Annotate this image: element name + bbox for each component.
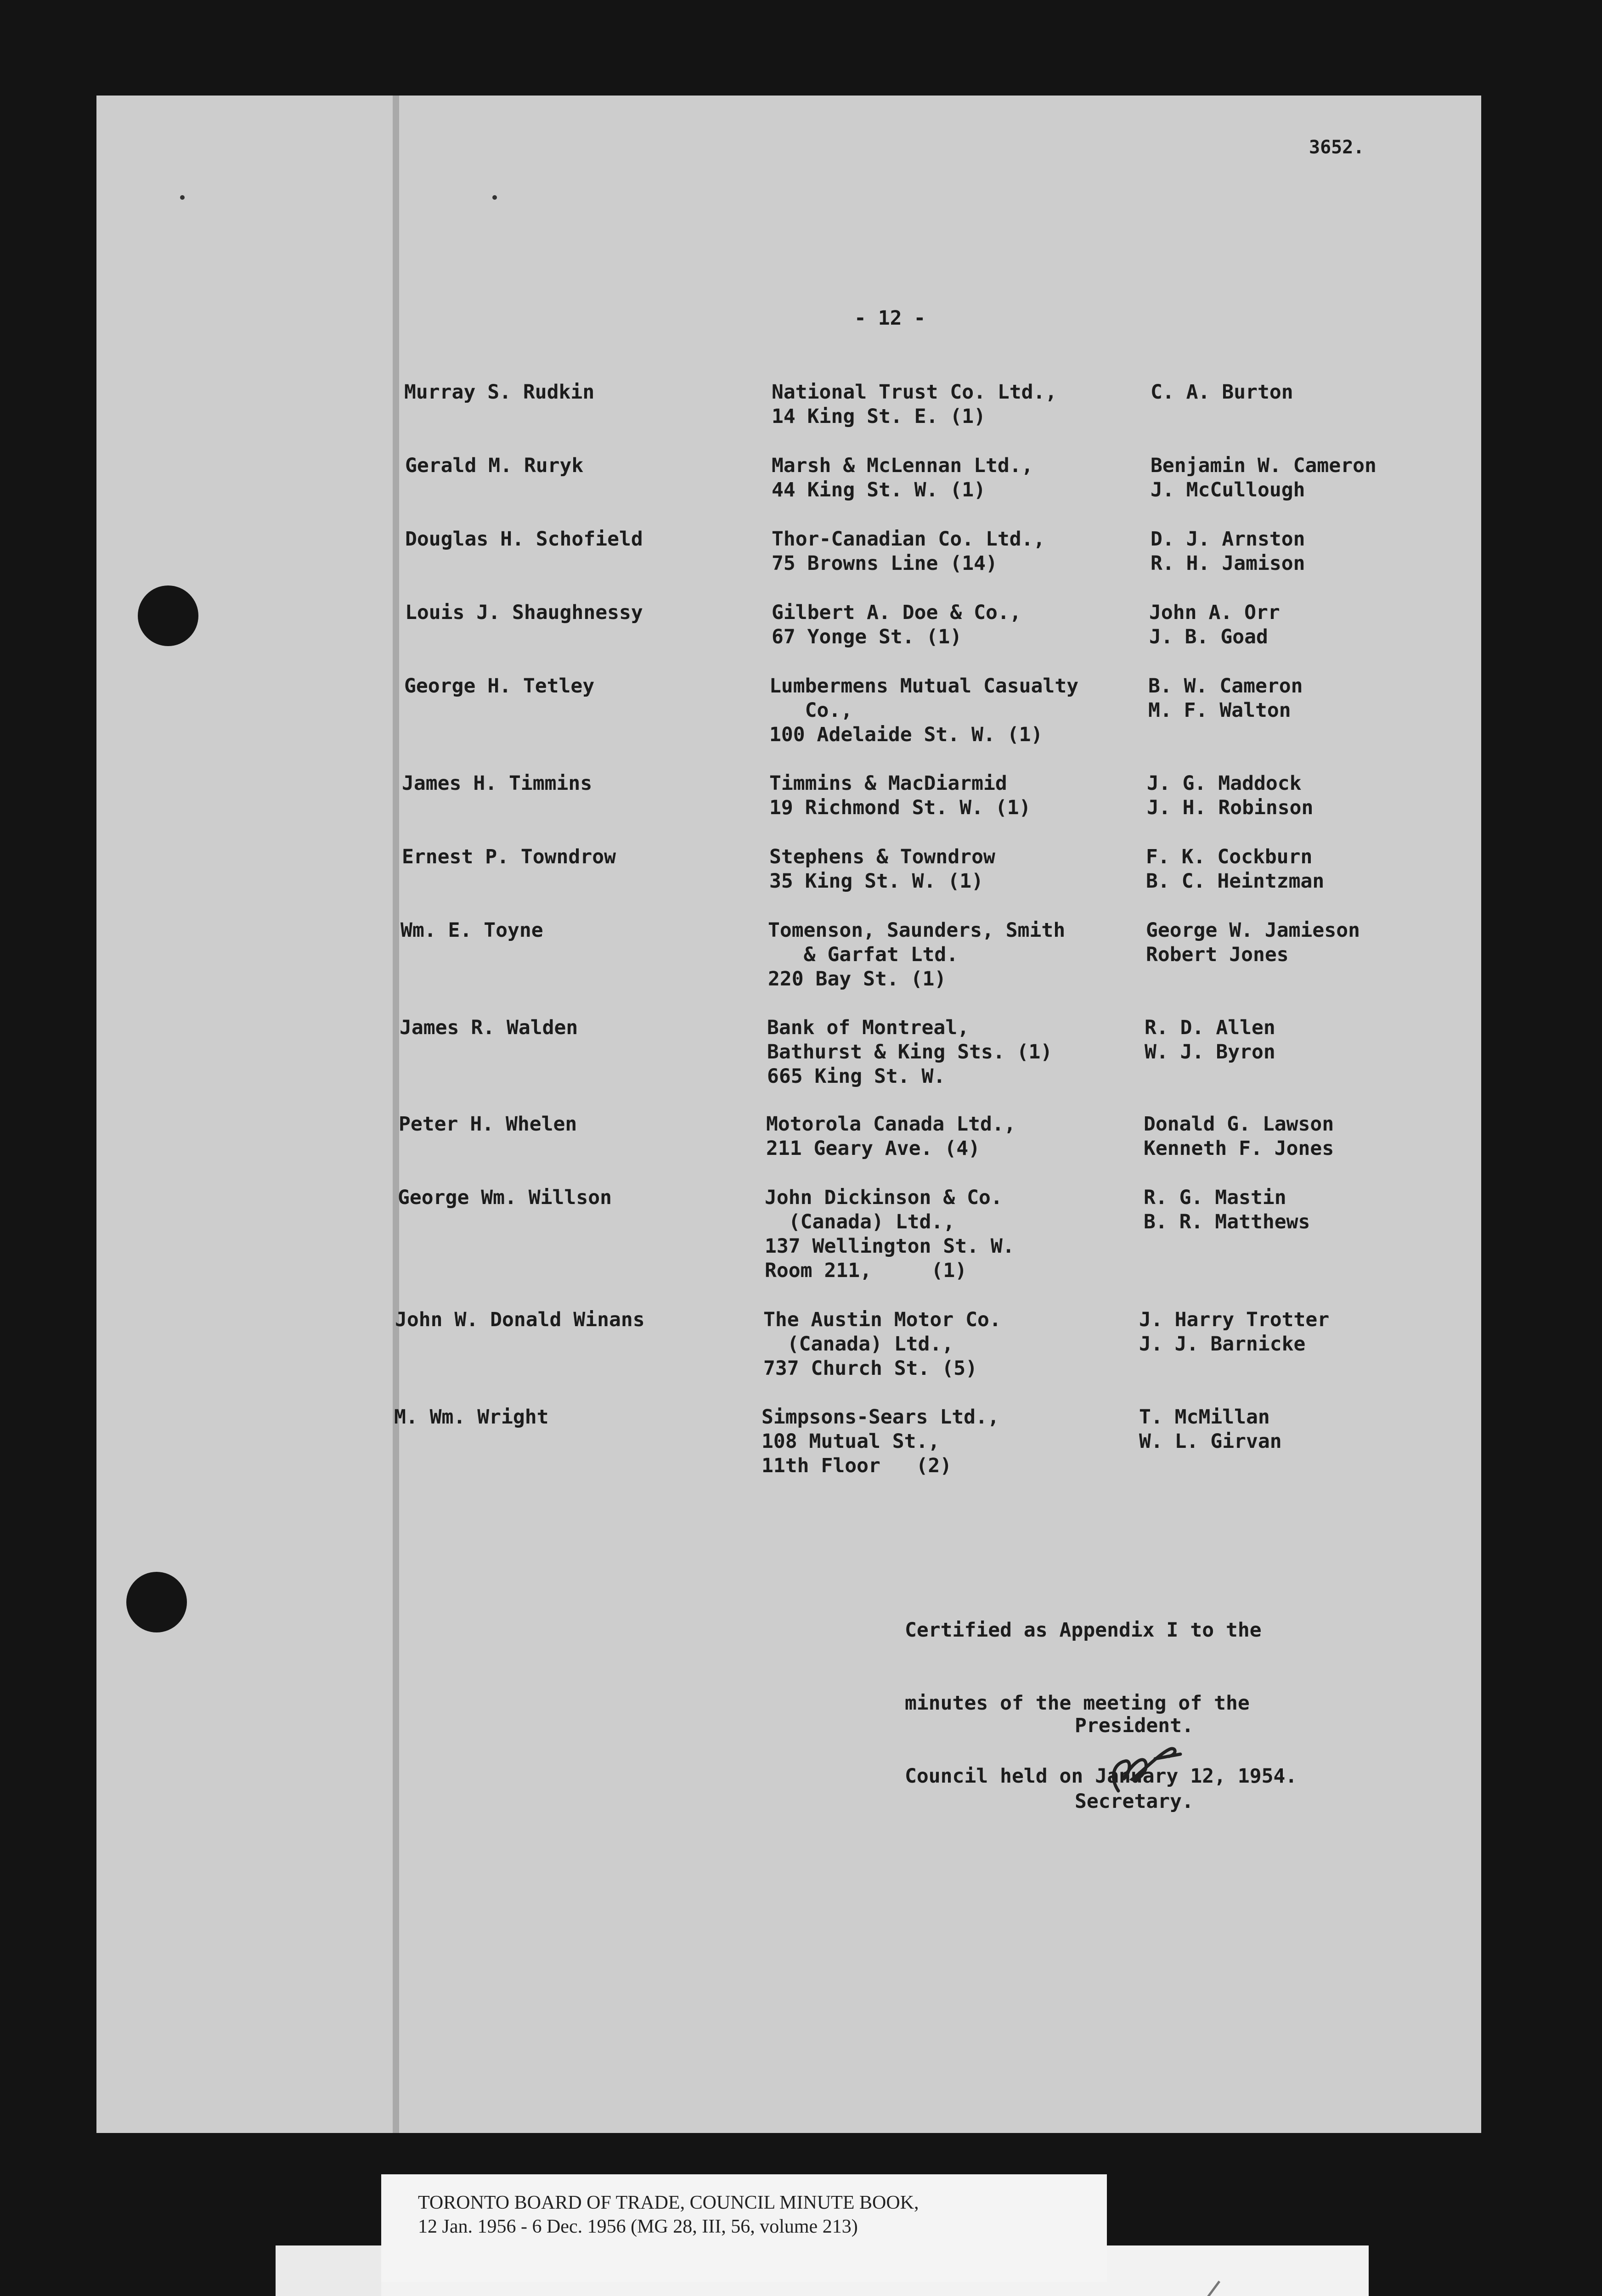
member-company-address xyxy=(772,601,1021,649)
address-line: 220 Bay St. (1) xyxy=(768,968,947,990)
nominator-name: J. McCullough xyxy=(1151,478,1305,501)
speck xyxy=(180,195,185,200)
nominator-name: John A. Orr xyxy=(1149,601,1280,624)
nominator-name: Robert Jones xyxy=(1146,943,1289,966)
address-line: Gilbert A. Doe & Co., xyxy=(772,601,1021,624)
member-name: Peter H. Whelen xyxy=(399,1113,577,1136)
address-line: Bathurst & King Sts. (1) xyxy=(767,1041,1053,1064)
address-line: 211 Geary Ave. (4) xyxy=(766,1137,980,1160)
address-line: Marsh & McLennan Ltd., xyxy=(772,454,1033,477)
address-line: Stephens & Towndrow xyxy=(769,845,995,868)
nominator-name: J. J. Barnicke xyxy=(1139,1333,1306,1356)
nominator-name: B. C. Heintzman xyxy=(1146,870,1325,893)
punch-hole-top xyxy=(138,585,198,646)
nominator-name: J. B. Goad xyxy=(1149,625,1268,648)
address-line: 44 King St. W. (1) xyxy=(772,478,986,501)
member-name: George H. Tetley xyxy=(404,675,595,698)
address-line: Simpsons-Sears Ltd., xyxy=(762,1406,999,1429)
member-name: Murray S. Rudkin xyxy=(404,381,595,404)
address-line: (Canada) Ltd., xyxy=(765,1210,955,1233)
member-company-address xyxy=(772,454,1033,502)
member-nominators xyxy=(1144,1186,1310,1234)
address-line: 35 King St. W. (1) xyxy=(769,870,983,893)
archive-reference-line: TORONTO BOARD OF TRADE, COUNCIL MINUTE BOOK, xyxy=(418,2192,919,2213)
member-company-address xyxy=(772,380,1057,429)
address-line: 67 Yonge St. (1) xyxy=(772,625,962,648)
certification-line: minutes of the meeting of the xyxy=(905,1692,1250,1715)
nominator-name: B. W. Cameron xyxy=(1148,675,1303,698)
address-line: Bank of Montreal, xyxy=(767,1016,970,1039)
member-name: Gerald M. Ruryk xyxy=(405,454,584,477)
address-line: National Trust Co. Ltd., xyxy=(772,381,1057,404)
nominator-name: J. G. Maddock xyxy=(1147,772,1302,795)
pencil-mark xyxy=(1183,2278,1224,2296)
certification-line: Certified as Appendix I to the xyxy=(905,1619,1262,1642)
address-line: Lumbermens Mutual Casualty xyxy=(769,675,1079,698)
member-nominators xyxy=(1151,527,1305,576)
nominator-name: W. J. Byron xyxy=(1145,1041,1275,1064)
member-nominators xyxy=(1146,845,1324,894)
speck xyxy=(492,195,497,200)
member-company-address xyxy=(769,845,995,894)
address-line: & Garfat Ltd. xyxy=(768,943,959,966)
address-line: (Canada) Ltd., xyxy=(763,1333,954,1356)
member-nominators xyxy=(1151,380,1293,405)
member-name: M. Wm. Wright xyxy=(394,1406,549,1429)
secretary-label: Secretary. xyxy=(1075,1790,1194,1813)
address-line: Motorola Canada Ltd., xyxy=(766,1113,1016,1136)
nominator-name: M. F. Walton xyxy=(1148,699,1291,722)
address-line: 14 King St. E. (1) xyxy=(772,405,986,428)
address-line: The Austin Motor Co. xyxy=(763,1308,1001,1331)
member-name: Ernest P. Towndrow xyxy=(402,845,616,868)
address-line: Timmins & MacDiarmid xyxy=(769,772,1007,795)
nominator-name: T. McMillan xyxy=(1139,1406,1270,1429)
nominator-name: J. H. Robinson xyxy=(1147,796,1314,819)
member-company-address xyxy=(772,527,1045,576)
member-name: Douglas H. Schofield xyxy=(405,528,643,551)
address-line: 108 Mutual St., xyxy=(762,1430,940,1453)
address-line: John Dickinson & Co. xyxy=(765,1186,1003,1209)
address-line: Tomenson, Saunders, Smith xyxy=(768,919,1066,942)
address-line: 75 Browns Line (14) xyxy=(772,552,998,575)
member-company-address xyxy=(762,1405,999,1478)
member-company-address xyxy=(767,1016,1052,1089)
member-company-address xyxy=(765,1186,1015,1283)
address-line: Co., xyxy=(769,699,853,722)
nominator-name: C. A. Burton xyxy=(1151,381,1293,404)
member-name: Louis J. Shaughnessy xyxy=(405,601,643,624)
member-name: Wm. E. Toyne xyxy=(400,919,543,942)
punch-hole-bottom xyxy=(126,1572,187,1632)
member-company-address xyxy=(768,918,1065,991)
archive-reference-line: 12 Jan. 1956 - 6 Dec. 1956 (MG 28, III, 56, volume 213) xyxy=(418,2216,858,2237)
address-line: Thor-Canadian Co. Ltd., xyxy=(772,528,1045,551)
member-nominators xyxy=(1145,1016,1275,1064)
sheet-number: 3652. xyxy=(1309,137,1365,158)
archive-label-tab xyxy=(276,2245,381,2296)
nominator-name: B. R. Matthews xyxy=(1144,1210,1310,1233)
address-line: 19 Richmond St. W. (1) xyxy=(769,796,1031,819)
nominator-name: F. K. Cockburn xyxy=(1146,845,1313,868)
address-line: 100 Adelaide St. W. (1) xyxy=(769,723,1043,746)
member-nominators xyxy=(1144,1112,1334,1161)
member-nominators xyxy=(1146,918,1360,967)
member-nominators xyxy=(1151,454,1376,502)
president-label: President. xyxy=(1075,1714,1194,1737)
nominator-name: Benjamin W. Cameron xyxy=(1151,454,1376,477)
member-name: James R. Walden xyxy=(400,1016,578,1039)
member-nominators xyxy=(1147,771,1313,820)
nominator-name: J. Harry Trotter xyxy=(1139,1308,1330,1331)
nominator-name: R. D. Allen xyxy=(1145,1016,1275,1039)
address-line: 737 Church St. (5) xyxy=(763,1357,977,1380)
member-name: John W. Donald Winans xyxy=(395,1308,645,1331)
member-company-address xyxy=(769,674,1078,747)
member-nominators xyxy=(1148,674,1303,723)
member-company-address xyxy=(769,771,1031,820)
member-nominators xyxy=(1139,1405,1282,1454)
nominator-name: D. J. Arnston xyxy=(1151,528,1305,551)
member-company-address xyxy=(766,1112,1016,1161)
address-line: 11th Floor (2) xyxy=(762,1454,952,1477)
nominator-name: Donald G. Lawson xyxy=(1144,1113,1334,1136)
address-line: 665 King St. W. xyxy=(767,1065,946,1088)
certification-line: Council held on January 12, 1954. xyxy=(905,1765,1297,1788)
nominator-name: R. H. Jamison xyxy=(1151,552,1305,575)
archive-reference-label xyxy=(381,2174,1107,2282)
address-line: Room 211, (1) xyxy=(765,1259,967,1282)
page-number: - 12 - xyxy=(854,307,926,330)
member-nominators xyxy=(1149,601,1280,649)
nominator-name: Kenneth F. Jones xyxy=(1144,1137,1334,1160)
margin-rule xyxy=(393,96,399,2133)
member-company-address xyxy=(763,1308,1001,1381)
member-name: James H. Timmins xyxy=(402,772,592,795)
nominator-name: W. L. Girvan xyxy=(1139,1430,1282,1453)
nominator-name: George W. Jamieson xyxy=(1146,919,1360,942)
address-line: 137 Wellington St. W. xyxy=(765,1235,1015,1258)
nominator-name: R. G. Mastin xyxy=(1144,1186,1286,1209)
member-name: George Wm. Willson xyxy=(398,1186,612,1209)
member-nominators xyxy=(1139,1308,1329,1356)
